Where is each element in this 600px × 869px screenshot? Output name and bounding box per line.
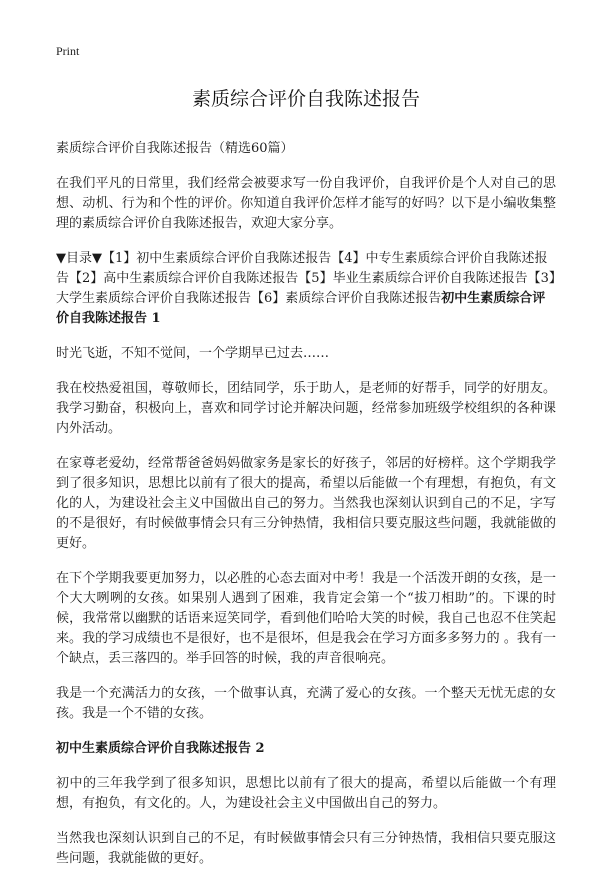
section-heading-2: 初中生素质综合评价自我陈述报告 2 <box>56 741 265 756</box>
section1-paragraph: 我在校热爱祖国，尊敬师长，团结同学，乐于助人，是老师的好帮手，同学的好朋友。我学习勤奋，积极向上，喜欢和同学讨论并解决问题，经常参加班级学校组织的各种课内外活动。 <box>56 381 556 436</box>
section-heading-1: 初中生素质综合评价自我陈述报告 1 <box>56 291 546 326</box>
section1-paragraph: 时光飞逝，不知不觉间，一个学期早已过去…… <box>56 346 330 361</box>
section1-paragraph: 在家尊老爱幼，经常帮爸爸妈妈做家务是家长的好孩子，邻居的好榜样。这个学期我学到了很多知识，思想比以前有了很大的提高，希望以后能做一个有理想，有抱负，有文化的人，为建设社会主义中国做出自己的努力。当然我也深刻认识到自己的不足，字写的不是很好，有时候做事情会只有三分钟热情，我相信只要克服这些问题，我就能做的更好。 <box>56 456 556 551</box>
print-link[interactable]: Print <box>56 44 80 58</box>
toc-item-6[interactable]: 【6】素质综合评价自我陈述报告 <box>251 291 442 306</box>
table-of-contents <box>56 249 556 329</box>
section2-paragraph: 初中的三年我学到了很多知识，思想比以前有了很大的提高，希望以后能做一个有理想，有抱负，有文化的。人，为建设社会主义中国做出自己的努力。 <box>56 776 556 811</box>
toc-item-4[interactable]: 【4】中专生素质综合评价自我陈述报告 <box>56 251 548 286</box>
toc-item-1[interactable]: 【1】初中生素质综合评价自我陈述报告 <box>102 251 332 266</box>
toc-item-2[interactable]: 【2】高中生素质综合评价自我陈述报告 <box>69 271 299 286</box>
toc-item-3[interactable]: 【3】大学生素质综合评价自我陈述报告 <box>56 271 556 306</box>
section1-paragraph: 我是一个充满活力的女孩，一个做事认真，充满了爱心的女孩。一个整天无忧无虑的女孩。我是一个不错的女孩。 <box>56 686 556 721</box>
intro-paragraph: 在我们平凡的日常里，我们经常会被要求写一份自我评价，自我评价是个人对自己的思想、动机、行为和个性的评价。你知道自我评价怎样才能写的好吗？以下是小编收集整理的素质综合评价自我陈述报告，欢迎大家分享。 <box>56 176 556 231</box>
section2-paragraph: 当然我也深刻认识到自己的不足，有时候做事情会只有三分钟热情，我相信只要克服这些问题，我就能做的更好。 <box>56 831 556 866</box>
page-title: 素质综合评价自我陈述报告 <box>191 88 420 110</box>
document-subtitle: 素质综合评价自我陈述报告（精选60篇） <box>56 141 294 156</box>
toc-prefix: ▼目录▼ <box>56 251 102 266</box>
section1-paragraph: 在下个学期我要更加努力，以必胜的心态去面对中考！我是一个活泼开朗的女孩，是一个大大咧咧的女孩。如果别人遇到了困难，我肯定会第一个“拔刀相助”的。下课的时候，我常常以幽默的话语来逗笑同学，看到他们哈哈大笑的时候，我自己也忍不住笑起来。我的学习成绩也不是很好，也不是很坏，但是我会在学习方面多多努力的 。我有一个缺点，丢三落四的。举手回答的时候，我的声音很响亮。 <box>56 571 556 666</box>
toc-item-5[interactable]: 【5】毕业生素质综合评价自我陈述报告 <box>298 271 528 286</box>
